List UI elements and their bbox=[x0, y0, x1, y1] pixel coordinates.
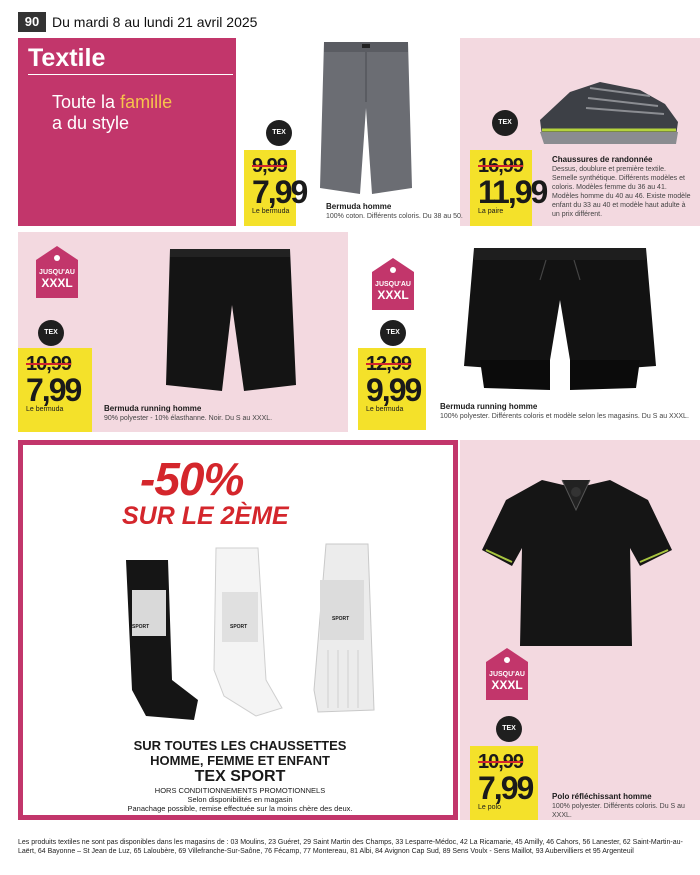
running-tights-image bbox=[160, 245, 300, 395]
promo-discount: -50% bbox=[140, 453, 244, 505]
price-unit: Le bermuda bbox=[252, 208, 290, 215]
new-price: 7,99 bbox=[478, 770, 533, 806]
price-unit: La paire bbox=[478, 208, 504, 215]
tex-badge-shoes: TEX bbox=[492, 110, 518, 136]
page-number: 90 bbox=[18, 12, 46, 32]
xxxl-size: XXXL bbox=[41, 276, 73, 290]
caption-line5: Panachage possible, remise effectuée sur la moins chère des deux. bbox=[127, 804, 353, 813]
hero-subtitle-part1: Toute la bbox=[52, 92, 116, 112]
xxxl-size: XXXL bbox=[491, 678, 523, 692]
caption-line3: HORS CONDITIONNEMENTS PROMOTIONNELS bbox=[154, 786, 326, 795]
sock-label-1: SPORT bbox=[132, 624, 150, 630]
old-price: 16,99 bbox=[478, 155, 524, 177]
product-description: 100% polyester. Différents coloris. Du S au XXXL. bbox=[552, 803, 685, 819]
xxxl-prefix: JUSQU'AU bbox=[375, 281, 411, 288]
price-tag-polo bbox=[470, 746, 538, 820]
tex-badge-polo: TEX bbox=[496, 716, 522, 742]
socks-image bbox=[106, 540, 406, 730]
xxxl-label-running2 bbox=[366, 280, 420, 302]
old-price: 10,99 bbox=[478, 751, 524, 773]
caption-line2: HOMME, FEMME ET ENFANT bbox=[150, 753, 330, 768]
product-description: Dessus, doublure et première textile. Semelle synthétique. Différents modèles et coloris. Modèles femme du 36 au 41. Modèles homme du 40 au 46. Existe modèle enfant du 33 au 40 et modèle haut adulte à un prix différent. bbox=[552, 166, 691, 218]
new-price: 9,99 bbox=[366, 372, 421, 408]
caption-line1: SUR TOUTES LES CHAUSSETTES bbox=[133, 738, 347, 753]
xxxl-prefix: JUSQU'AU bbox=[489, 671, 525, 678]
tex-badge-running1: TEX bbox=[38, 320, 64, 346]
hero-subtitle-highlight: famille bbox=[120, 92, 173, 112]
old-price: 10,99 bbox=[26, 353, 72, 375]
old-price: 9,99 bbox=[252, 155, 287, 177]
hiking-shoes-image bbox=[530, 70, 685, 150]
product-info-running1 bbox=[104, 404, 304, 423]
sock-label-3: SPORT bbox=[332, 616, 350, 622]
promo-caption bbox=[60, 738, 420, 813]
product-name: Polo réfléchissant homme bbox=[552, 792, 652, 801]
product-info-running2 bbox=[440, 402, 690, 421]
product-description: 100% polyester. Différents coloris et modèle selon les magasins. Du S au XXXL. bbox=[440, 413, 689, 420]
product-name: Bermuda running homme bbox=[440, 402, 538, 411]
price-tag-running1 bbox=[18, 348, 92, 432]
footer-disclaimer: Les produits textiles ne sont pas disponibles dans les magasins de : 03 Moulins, 23 Guéret, 29 Saint Martin des Champs, 33 Lesparre-Médoc, 42 La Ricamarie, 45 Amilly, 46 Cahors, 56 Lanester, 62 Saint-Martin-au-Laërt, 64 Bayonne – St Jean de Luz, 65 Laloubère, 69 Villefranche-Sur-Saône, 76 Fécamp, 77 Montereau, 81 Albi, 84 Avignon Cap Sud, 89 Sens Voulx - Sens Maillot, 93 Aubervilliers et 95 Argenteuil bbox=[18, 839, 683, 855]
xxxl-prefix: JUSQU'AU bbox=[39, 269, 75, 276]
new-price: 11,99 bbox=[478, 174, 547, 210]
xxxl-label-running1 bbox=[30, 268, 84, 290]
product-name: Bermuda running homme bbox=[104, 404, 202, 413]
product-info-shoes bbox=[552, 155, 692, 219]
hero-subtitle bbox=[52, 92, 172, 134]
product-info-bermuda bbox=[326, 202, 466, 221]
tex-badge-bermuda: TEX bbox=[266, 120, 292, 146]
product-info-polo bbox=[552, 792, 692, 820]
hero-subtitle-part2: a du style bbox=[52, 113, 130, 133]
hero-title: Textile bbox=[28, 44, 106, 72]
bermuda-homme-image bbox=[318, 38, 414, 198]
price-unit: Le bermuda bbox=[366, 406, 404, 413]
price-tag-running2 bbox=[358, 348, 426, 430]
product-description: 100% coton. Différents coloris. Du 38 au 50. bbox=[326, 213, 463, 220]
date-range: Du mardi 8 au lundi 21 avril 2025 bbox=[52, 14, 258, 30]
tex-badge-running2: TEX bbox=[380, 320, 406, 346]
price-tag-shoes bbox=[470, 150, 547, 226]
product-name: Chaussures de randonnée bbox=[552, 155, 653, 164]
polo-image bbox=[480, 470, 675, 650]
new-price: 7,99 bbox=[26, 372, 81, 408]
product-name: Bermuda homme bbox=[326, 202, 392, 211]
new-price: 7,99 bbox=[252, 174, 307, 210]
price-tag-bermuda bbox=[244, 150, 307, 226]
xxxl-size: XXXL bbox=[377, 288, 409, 302]
caption-line4: Selon disponibilités en magasin bbox=[187, 795, 293, 804]
price-unit: Le polo bbox=[478, 804, 501, 811]
hero-divider bbox=[28, 74, 233, 75]
product-description: 90% polyester - 10% élasthanne. Noir. Du S au XXXL. bbox=[104, 415, 273, 422]
promo-line2: SUR LE 2ÈME bbox=[122, 502, 289, 530]
caption-brand: TEX SPORT bbox=[194, 768, 286, 785]
running-shorts-image bbox=[460, 240, 660, 395]
xxxl-label-polo bbox=[480, 670, 534, 692]
sock-label-2: SPORT bbox=[230, 624, 248, 630]
price-unit: Le bermuda bbox=[26, 406, 64, 413]
old-price: 12,99 bbox=[366, 353, 412, 375]
